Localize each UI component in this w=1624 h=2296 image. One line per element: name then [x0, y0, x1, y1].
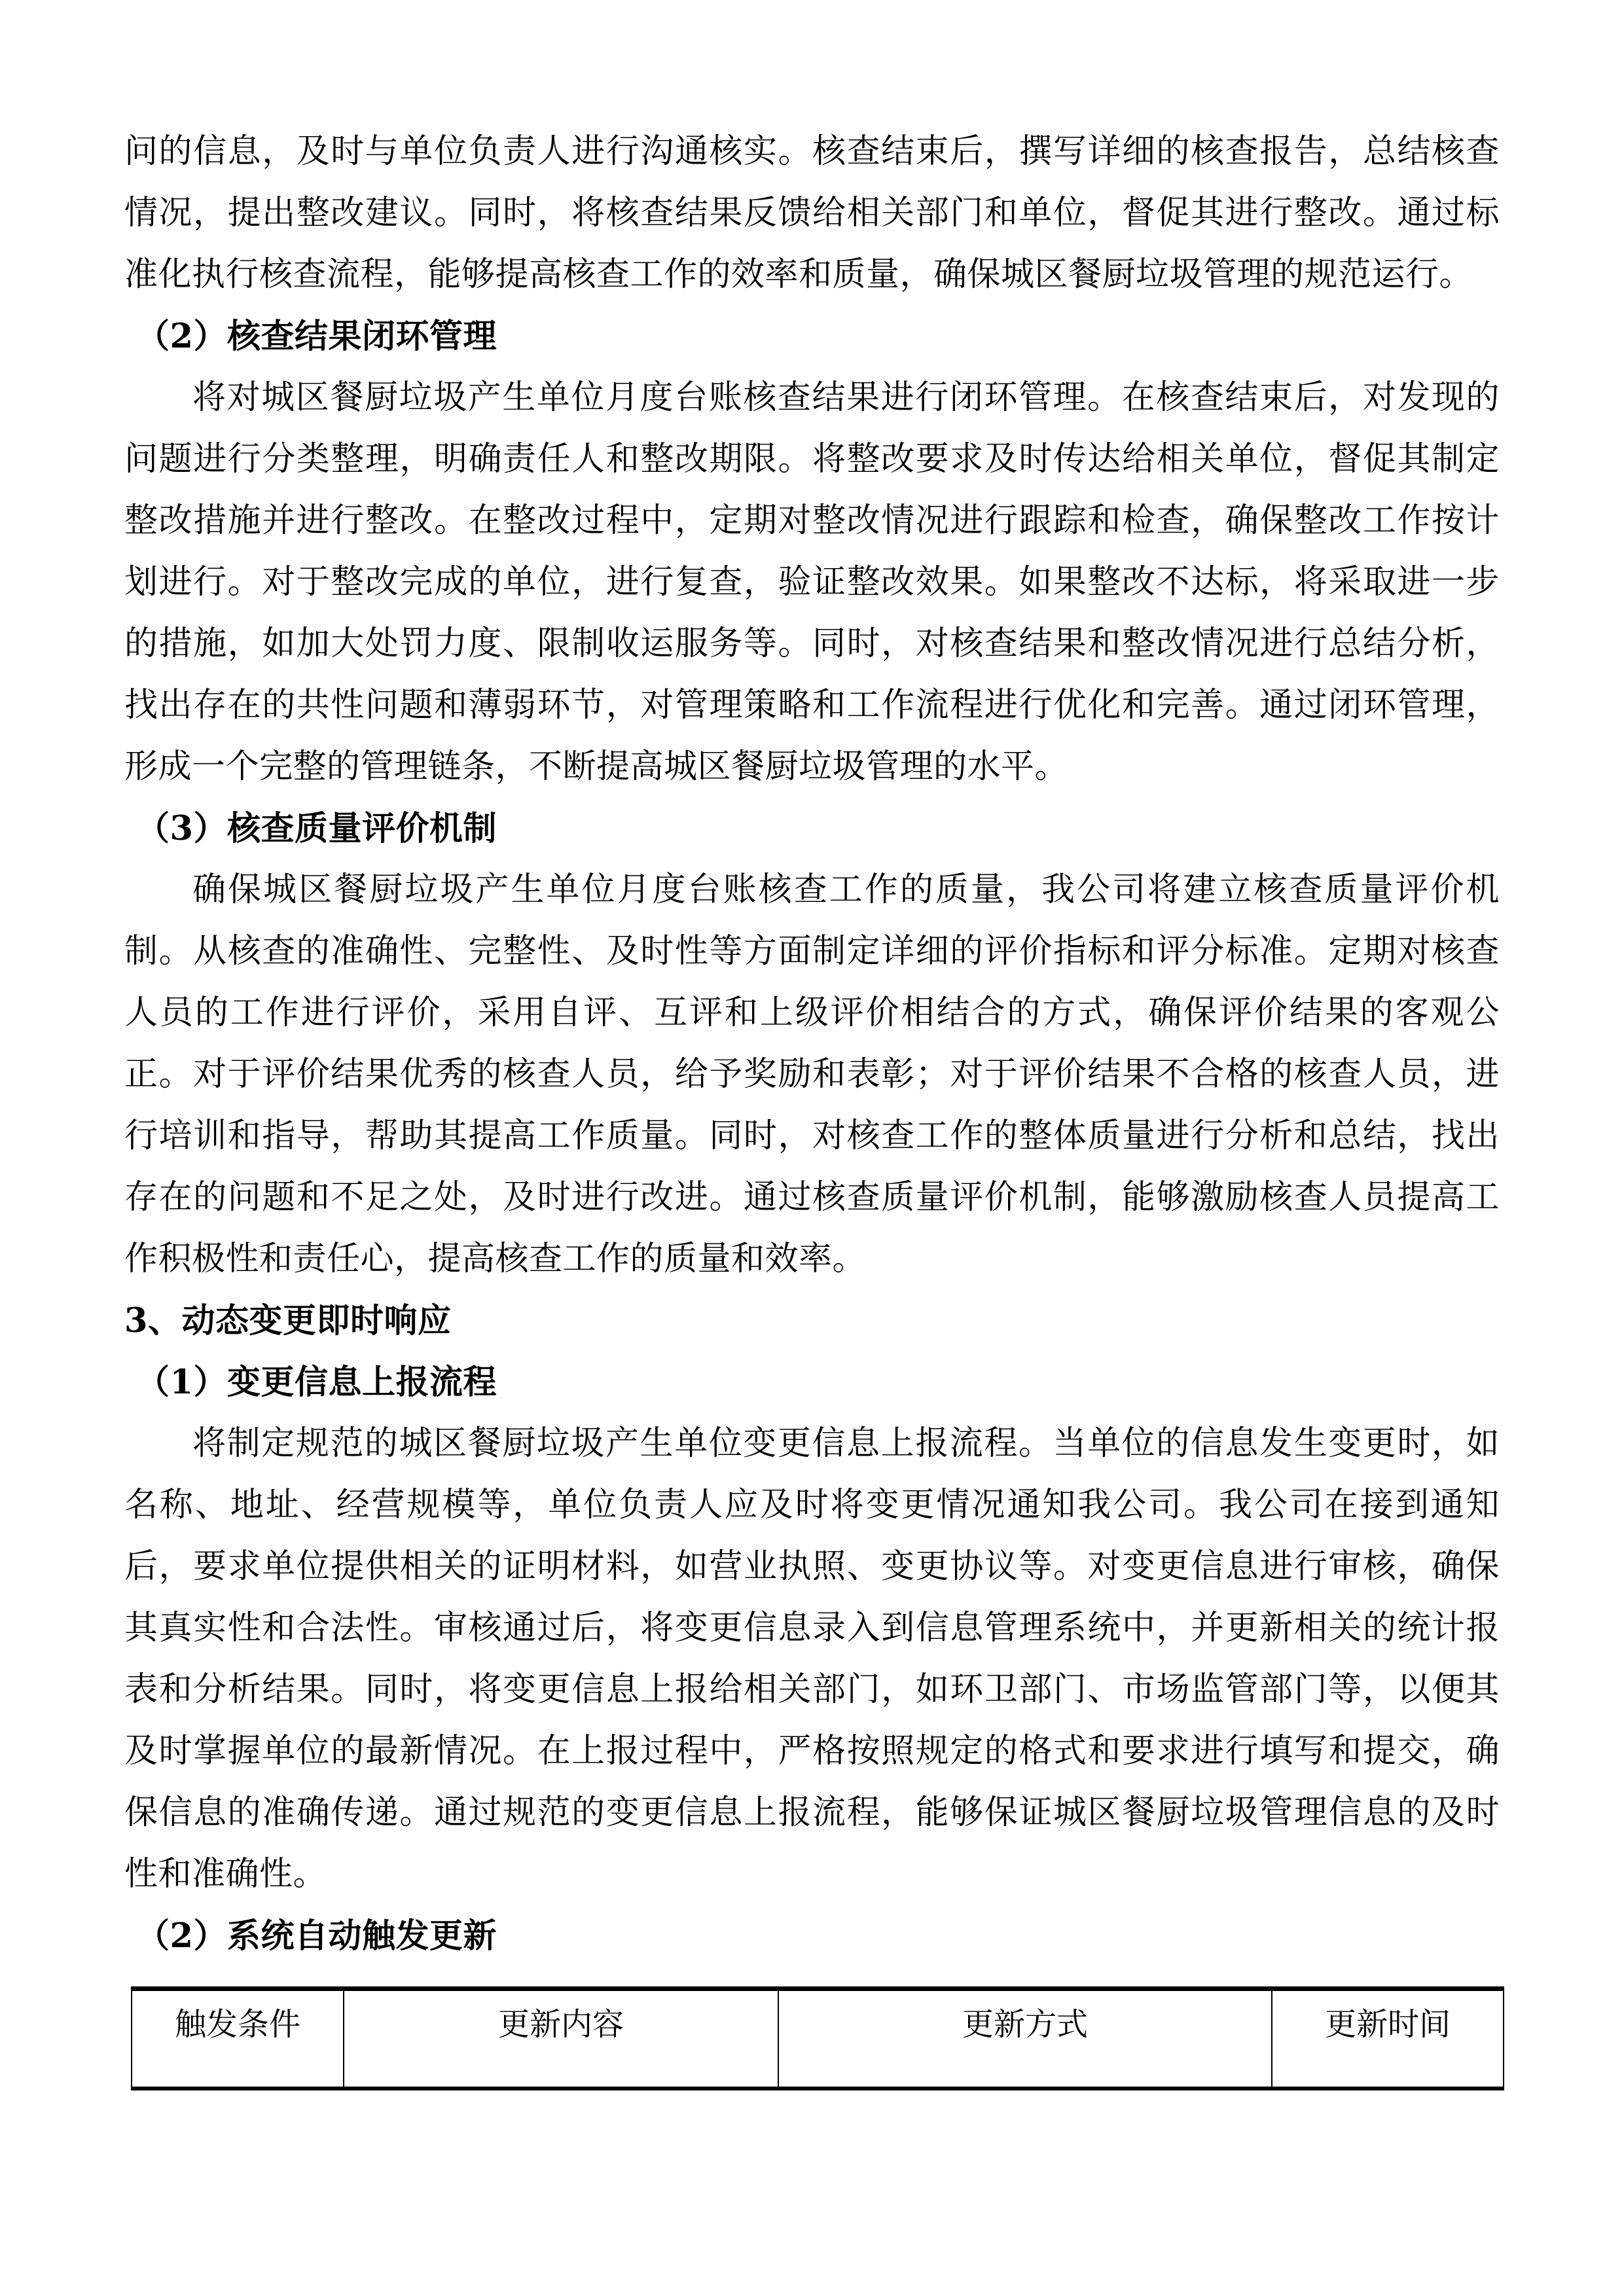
heading-system-auto-trigger-update: （2）系统自动触发更新 — [136, 1916, 497, 1956]
table-header-trigger-condition: 触发条件 — [132, 1989, 344, 2089]
paragraph-change-report-process: 将制定规范的城区餐厨垃圾产生单位变更信息上报流程。当单位的信息发生变更时，如名称、地址、经营规模等，单位负责人应及时将变更情况通知我公司。我公司在接到通知后，要求单位提供相关的证明材料，如营业执照、变更协议等。对变更信息进行审核，确保其真实性和合法性。审核通过后，将变更信息录入到信息管理系统中，并更新相关的统计报表和分析结果。同时，将变更信息上报给相关部门，如环卫部门、市场监管部门等，以便其及时掌握单位的最新情况。在上报过程中，严格按照规定的格式和要求进行填写和提交，确保信息的准确传递。通过规范的变更信息上报流程，能够保证城区餐厨垃圾管理信息的及时性和准确性。 — [124, 1424, 1500, 1893]
heading-quality-evaluation-mechanism: （3）核查质量评价机制 — [136, 809, 497, 848]
table-header-row — [132, 1989, 1504, 2089]
table-header-update-content: 更新内容 — [344, 1989, 778, 2089]
auto-trigger-update-table — [131, 1986, 1504, 2090]
table-header-update-time: 更新时间 — [1272, 1989, 1504, 2089]
paragraph-quality-evaluation-mechanism: 确保城区餐厨垃圾产生单位月度台账核查工作的质量，我公司将建立核查质量评价机制。从核查的准确性、完整性、及时性等方面制定详细的评价指标和评分标准。定期对核查人员的工作进行评价，采用自评、互评和上级评价相结合的方式，确保评价结果的客观公正。对于评价结果优秀的核查人员，给予奖励和表彰；对于评价结果不合格的核查人员，进行培训和指导，帮助其提高工作质量。同时，对核查工作的整体质量进行分析和总结，找出存在的问题和不足之处，及时进行改进。通过核查质量评价机制，能够激励核查人员提高工作积极性和责任心，提高核查工作的质量和效率。 — [124, 870, 1500, 1278]
paragraph-continued-checking-info: 问的信息，及时与单位负责人进行沟通核实。核查结束后，撰写详细的核查报告，总结核查情况，提出整改建议。同时，将核查结果反馈给相关部门和单位，督促其进行整改。通过标准化执行核查流程，能够提高核查工作的效率和质量，确保城区餐厨垃圾管理的规范运行。 — [124, 132, 1500, 294]
heading-change-report-process: （1）变更信息上报流程 — [136, 1363, 497, 1402]
document-body — [124, 121, 1500, 2090]
paragraph-closed-loop-management: 将对城区餐厨垃圾产生单位月度台账核查结果进行闭环管理。在核查结束后，对发现的问题进行分类整理，明确责任人和整改期限。将整改要求及时传达给相关单位，督促其制定整改措施并进行整改。在整改过程中，定期对整改情况进行跟踪和检查，确保整改工作按计划进行。对于整改完成的单位，进行复查，验证整改效果。如果整改不达标，将采取进一步的措施，如加大处罚力度、限制收运服务等。同时，对核查结果和整改情况进行总结分析，找出存在的共性问题和薄弱环节，对管理策略和工作流程进行优化和完善。通过闭环管理，形成一个完整的管理链条，不断提高城区餐厨垃圾管理的水平。 — [124, 378, 1500, 786]
table-header-update-method: 更新方式 — [778, 1989, 1272, 2089]
heading-dynamic-change-response: 3、动态变更即时响应 — [124, 1301, 452, 1340]
heading-closed-loop-management: （2）核查结果闭环管理 — [136, 317, 497, 356]
